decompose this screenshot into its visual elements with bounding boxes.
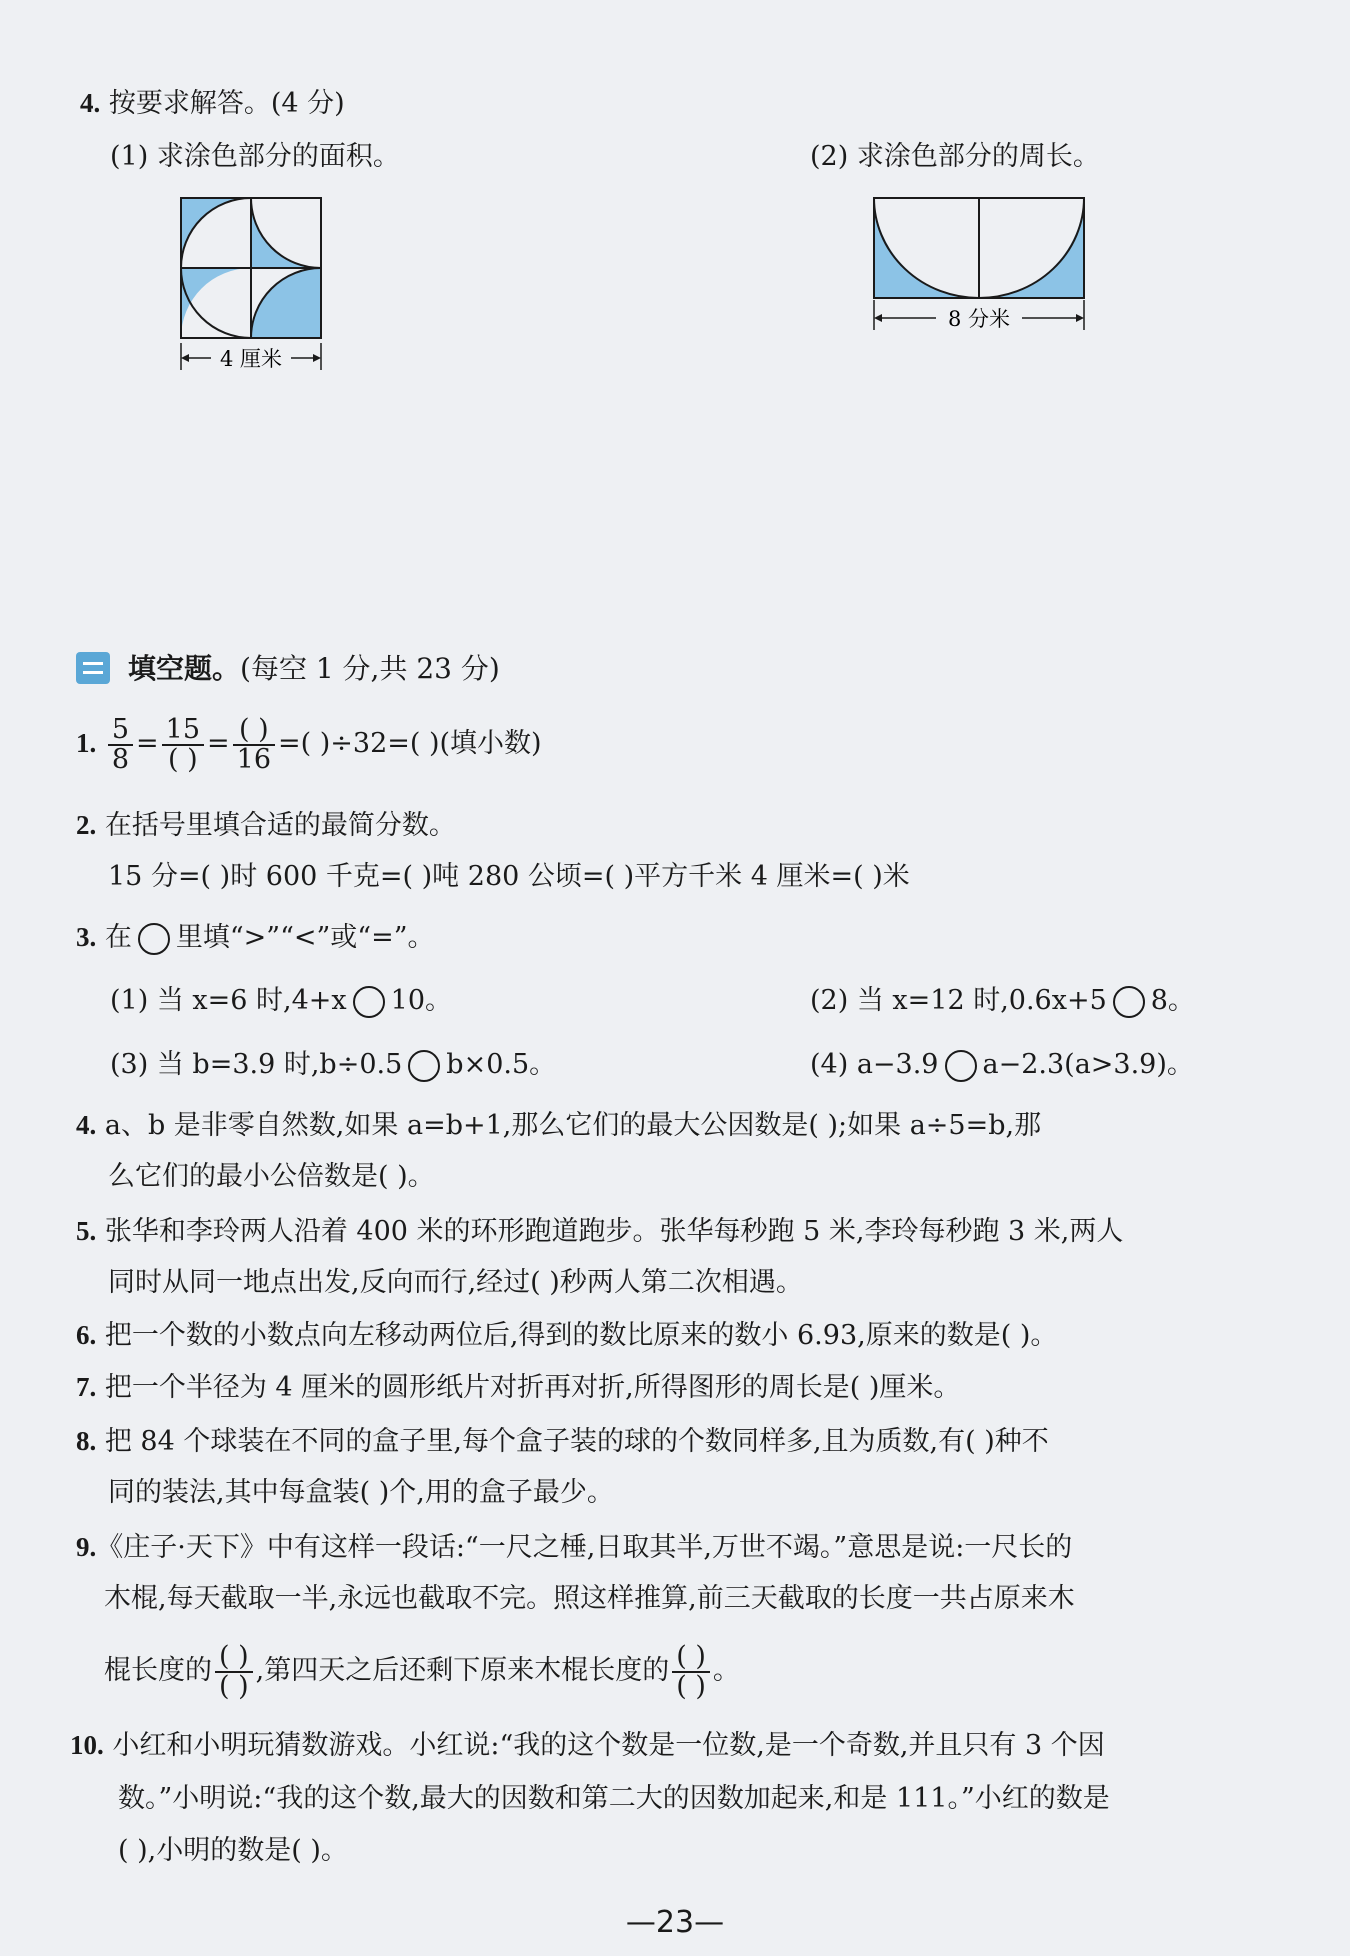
fraction-blank-16: $\frac{( )}{16}$ <box>233 716 275 774</box>
item-2-line: 15 分=( )时 600 千克=( )吨 280 公顷=( )平方千米 4 厘米=( )米 <box>108 861 910 892</box>
circle-icon <box>138 923 170 955</box>
item-8: 8. 把 84 个球装在不同的盒子里,每个盒子装的球的个数同样多,且为质数,有( )种不 <box>76 1426 1049 1457</box>
item-9-l3: 棍长度的 $\frac{( )}{( )}$ ,第四天之后还剩下原来木棍长度的 $\frac{( )}{( )}$ 。 <box>104 1640 740 1702</box>
item-8-l2: 同的装法,其中每盒装( )个,用的盒子最少。 <box>108 1477 614 1508</box>
fraction-5-8: $\frac{5}{8}$ <box>108 716 133 774</box>
item-3-a: (1) 当 x=6 时,4+x 10。 <box>110 985 452 1016</box>
item-10-l2: 数。”小明说:“我的这个数,最大的因数和第二大的因数加起来,和是 111。”小红的数是 <box>118 1783 1110 1814</box>
shade-right-corner <box>979 198 1084 298</box>
item-1: 1. $\frac{5}{8}$ = $\frac{15}{( )}$ = $\frac{( )}{16}$ =( )÷32=( )(填小数) <box>76 713 542 775</box>
item-9-l2: 木棍,每天截取一半,永远也截取不完。照这样推算,前三天截取的长度一共占原来木 <box>104 1583 1075 1614</box>
blank-fraction-1[interactable]: $\frac{( )}{( )}$ <box>215 1643 253 1701</box>
item-3-c: (3) 当 b=3.9 时,b÷0.5 b×0.5。 <box>110 1049 557 1080</box>
item-10: 10. 小红和小明玩猜数游戏。小红说:“我的这个数是一位数,是一个奇数,并且只有 3 个因 <box>70 1730 1105 1761</box>
item-3-b: (2) 当 x=12 时,0.6x+5 8。 <box>810 985 1195 1016</box>
section2-heading: 填空题。(每空 1 分,共 23 分) <box>128 652 500 685</box>
blank-fraction-2[interactable]: $\frac{( )}{( )}$ <box>672 1643 710 1701</box>
q4-sub1: (1) 求涂色部分的面积。 <box>110 141 400 172</box>
fraction-15-blank: $\frac{15}{( )}$ <box>162 716 204 774</box>
shade-br <box>251 268 321 338</box>
shade-left-corner <box>874 198 979 298</box>
item-2: 2. 在括号里填合适的最简分数。 <box>76 810 456 841</box>
shade-bl <box>181 268 251 338</box>
compare-circle-b[interactable] <box>1113 986 1145 1018</box>
fig2-label: 8 分米 <box>947 307 1011 331</box>
section-badge-icon <box>76 652 110 684</box>
item-10-l3: ( ),小明的数是( )。 <box>118 1835 348 1866</box>
page-number: —23— <box>625 1905 725 1940</box>
compare-circle-d[interactable] <box>945 1050 977 1082</box>
item-4: 4. a、b 是非零自然数,如果 a=b+1,那么它们的最大公因数是( );如果 a÷5=b,那 <box>76 1110 1042 1141</box>
item-5-l2: 同时从同一地点出发,反向而行,经过( )秒两人第二次相遇。 <box>108 1267 803 1298</box>
item-7: 7. 把一个半径为 4 厘米的圆形纸片对折再对折,所得图形的周长是( )厘米。 <box>76 1372 961 1403</box>
compare-circle-c[interactable] <box>408 1050 440 1082</box>
item-9: 9.《庄子·天下》中有这样一段话:“一尺之棰,日取其半,万世不竭。”意思是说:一尺长的 <box>76 1532 1073 1563</box>
q4-sub2: (2) 求涂色部分的周长。 <box>810 141 1100 172</box>
q4-title: 4. 按要求解答。(4 分) <box>80 88 345 119</box>
shade-top-left <box>181 198 251 268</box>
figure-semicircle <box>870 190 1090 340</box>
fig1-label: 4 厘米 <box>219 347 283 371</box>
item-3-d: (4) a−3.9 a−2.3(a>3.9)。 <box>810 1049 1194 1080</box>
item-3: 3. 在 里填“>”“<”或“=”。 <box>76 922 435 953</box>
item-5: 5. 张华和李玲两人沿着 400 米的环形跑道跑步。张华每秒跑 5 米,李玲每秒跑 3 米,两人 <box>76 1216 1124 1247</box>
figure-pinwheel <box>170 190 330 375</box>
item-6: 6. 把一个数的小数点向左移动两位后,得到的数比原来的数小 6.93,原来的数是( )。 <box>76 1320 1058 1351</box>
compare-circle-a[interactable] <box>353 986 385 1018</box>
item-4-l2: 么它们的最小公倍数是( )。 <box>108 1161 435 1192</box>
